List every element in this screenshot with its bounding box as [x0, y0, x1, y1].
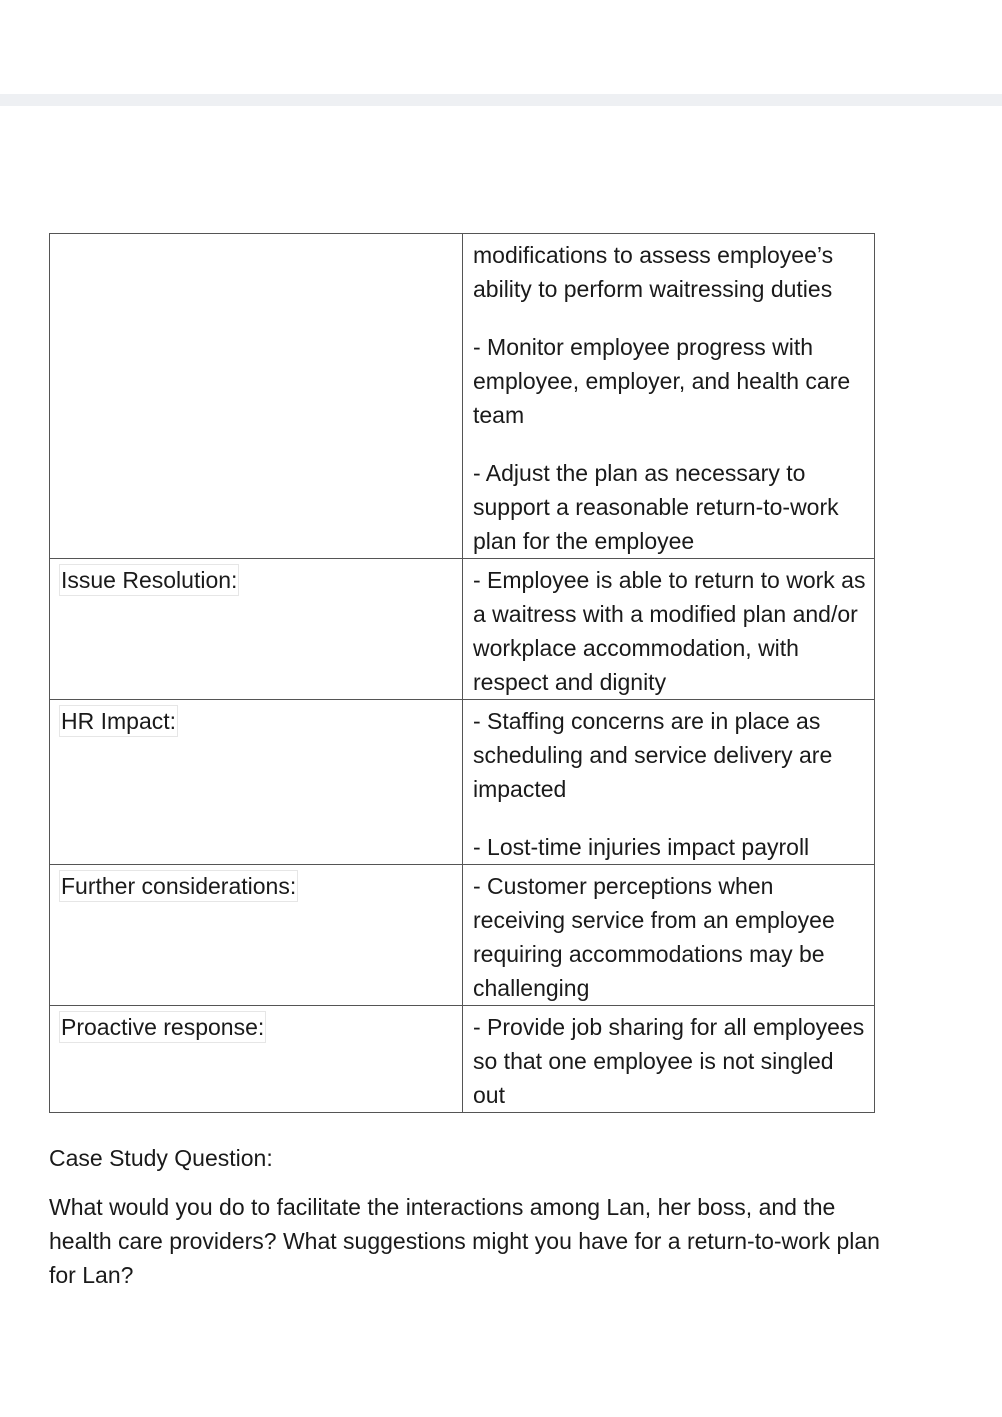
row-label-issue-resolution: Issue Resolution: — [61, 567, 238, 593]
case-study-question: What would you do to facilitate the interactions among Lan, her boss, and the health care providers? What suggestions might you have for a return-to-work plan for Lan? — [49, 1194, 880, 1288]
content-paragraph: modifications to assess employee’s ability to perform waitressing duties — [473, 242, 834, 302]
content-paragraph: - Monitor employee progress with employee, employer, and health care team — [473, 334, 851, 428]
table-row — [50, 234, 875, 559]
table-row — [50, 865, 875, 1006]
table-row — [50, 1006, 875, 1113]
content-paragraph: - Customer perceptions when receiving service from an employee requiring accommodations may be challenging — [473, 873, 835, 1001]
row-label-cell — [50, 234, 463, 559]
content-paragraph: - Provide job sharing for all employees so that one employee is not singled out — [473, 1014, 865, 1108]
row-label-cell — [50, 700, 463, 865]
row-label-proactive-response: Proactive response: — [61, 1014, 265, 1040]
row-label-cell — [50, 865, 463, 1006]
case-details-table — [49, 233, 875, 1113]
content-paragraph: - Employee is able to return to work as a waitress with a modified plan and/or workplace accommodation, with respect and dignity — [473, 567, 866, 695]
row-content-cell — [463, 1006, 875, 1113]
row-label-further-considerations: Further considerations: — [61, 873, 297, 899]
table-row — [50, 700, 875, 865]
case-study-heading: Case Study Question: — [49, 1145, 273, 1171]
page-top-band — [0, 94, 1002, 106]
row-content-cell — [463, 559, 875, 700]
row-label-hr-impact: HR Impact: — [61, 708, 177, 734]
row-content-cell — [463, 700, 875, 865]
content-paragraph: - Adjust the plan as necessary to support a reasonable return-to-work plan for the employee — [473, 460, 839, 554]
content-paragraph: - Staffing concerns are in place as scheduling and service delivery are impacted — [473, 708, 833, 802]
row-content-cell — [463, 865, 875, 1006]
content-paragraph: - Lost-time injuries impact payroll — [473, 834, 810, 860]
row-label-cell — [50, 1006, 463, 1113]
table-row — [50, 559, 875, 700]
row-content-cell — [463, 234, 875, 559]
row-label-cell — [50, 559, 463, 700]
